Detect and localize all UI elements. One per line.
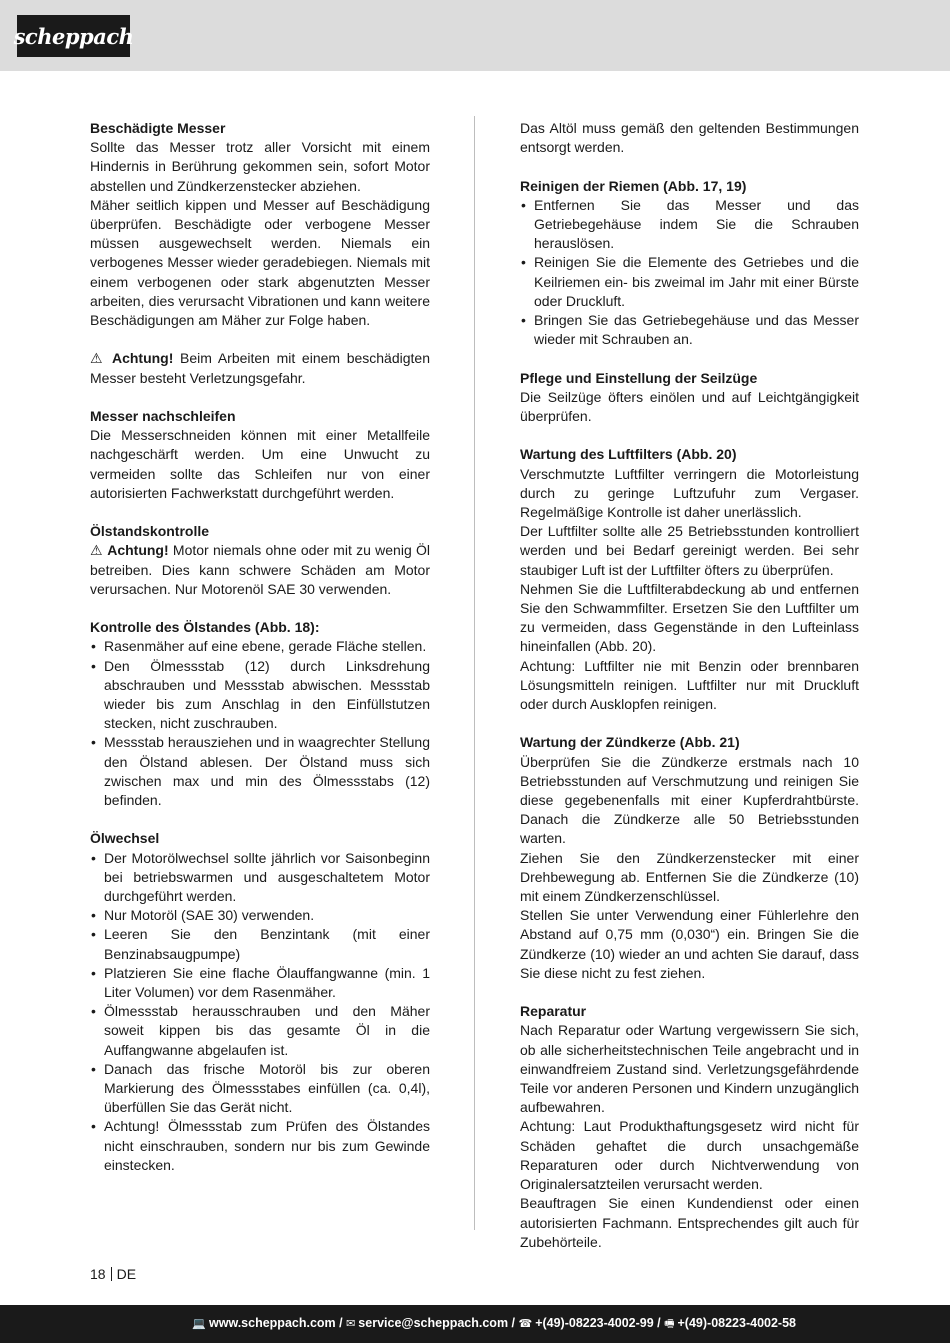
- warning-label: Achtung!: [107, 542, 169, 559]
- list-item: • Rasenmäher auf eine ebene, gerade Fläche stellen.: [90, 637, 430, 656]
- list-item: • Entfernen Sie das Messer und das Getriebegehäuse indem Sie die Schrauben herauslösen.: [520, 196, 859, 254]
- section-damaged-blades: [90, 119, 430, 330]
- list-item: • Bringen Sie das Getriebegehäuse und das Messer wieder mit Schrauben an.: [520, 311, 859, 349]
- list-item: • Leeren Sie den Benzintank (mit einer Benzinabsaugpumpe): [90, 925, 430, 963]
- paragraph: Achtung: Laut Produkthaftungsgesetz wird nicht für Schäden gehaftet die durch unsachgemäße Reparaturen oder durch Nichtverwendung von Originalersatzteilen verursacht werden.: [520, 1118, 859, 1193]
- footer-phone: +(49)-08223-4002-99: [535, 1315, 654, 1330]
- footer-fax: +(49)-08223-4002-58: [677, 1315, 796, 1330]
- page-header: [0, 0, 950, 71]
- paragraph: Achtung: Luftfilter nie mit Benzin oder brennbaren Lösungsmitteln reinigen. Luftfilter nur mit Druckluft oder durch Ausklopfen reinigen.: [520, 657, 859, 713]
- bullet-list: [90, 849, 430, 1175]
- paragraph: Mäher seitlich kippen und Messer auf Beschädigung überprüfen. Beschädigte oder verbogene Messer müssen ausgewechselt werden. Niemals ein verbogenes Messer wieder geradebiegen. Niemals mit einem verbogenen oder stark abgenutzten Messer arbeiten, dies verursacht Vibrationen und kann weitere Beschädigungen am Mäher zur Folge haben.: [90, 196, 430, 329]
- warning-icon: ⚠: [90, 542, 103, 559]
- section-heading: Kontrolle des Ölstandes (Abb. 18):: [90, 619, 320, 636]
- list-item: • Achtung! Ölmessstab zum Prüfen des Ölstandes nicht einschrauben, sondern nur bis zum Gewinde einstecken.: [90, 1117, 430, 1175]
- list-item: • Nur Motoröl (SAE 30) verwenden.: [90, 906, 430, 925]
- section-sharpen-blades: [90, 407, 430, 503]
- section-heading: Wartung der Zündkerze (Abb. 21): [520, 734, 740, 751]
- section-check-oil-level: [90, 618, 430, 810]
- section-oil-change: [90, 829, 430, 1175]
- mail-icon: ✉: [346, 1317, 356, 1330]
- paragraph: Die Messerschneiden können mit einer Metallfeile nachgeschärft werden. Um eine Unwucht zu vermeiden sollte das Schleifen nur von einer autorisierten Fachwerkstatt durchgeführt werden.: [90, 427, 430, 501]
- list-item: • Ölmessstab herausschrauben und den Mäher soweit kippen bis das gesamte Öl in die Auffangwanne abgelaufen ist.: [90, 1002, 430, 1060]
- page-number-separator: [111, 1267, 112, 1281]
- warning-text: Beim Arbeiten mit einem beschädigten Messer besteht Verletzungsgefahr.: [90, 350, 430, 386]
- section-heading: Ölstandskontrolle: [90, 523, 210, 540]
- section-cables: [520, 369, 859, 427]
- page-number: [90, 1266, 136, 1282]
- phone-icon: ☎: [518, 1317, 533, 1330]
- list-item: • Reinigen Sie die Elemente des Getriebes und die Keilriemen ein- bis zweimal im Jahr mit einer Bürste oder Druckluft.: [520, 253, 859, 311]
- section-heading: Messer nachschleifen: [90, 408, 236, 425]
- warning-label: Achtung!: [111, 350, 174, 367]
- paragraph: Ziehen Sie den Zündkerzenstecker mit einer Drehbewegung ab. Entfernen Sie die Zündkerze (10) mit einem Zündkerzenschlüssel.: [520, 849, 859, 905]
- section-air-filter: [520, 445, 859, 714]
- paragraph: Beauftragen Sie einen Kundendienst oder einen autorisierten Fachmann. Entsprechendes gilt auch für Zubehörteile.: [520, 1195, 859, 1250]
- left-column: [90, 119, 430, 1194]
- section-heading: Beschädigte Messer: [90, 120, 226, 136]
- warning-icon: ⚠: [90, 350, 106, 367]
- section-repair: [520, 1002, 859, 1252]
- bullet-list: [90, 637, 430, 810]
- footer-separator: /: [335, 1315, 347, 1330]
- section-heading: Pflege und Einstellung der Seilzüge: [520, 369, 758, 386]
- section-heading: Reparatur: [520, 1003, 587, 1020]
- paragraph: Der Luftfilter sollte alle 25 Betriebsstunden kontrolliert werden und bei Bedarf gereinigt werden. Bei sehr staubiger Luft ist der Luftfilter öfters zu überprüfen.: [520, 523, 859, 578]
- right-column: [520, 119, 859, 1271]
- section-waste-oil: [520, 119, 859, 157]
- list-item: • Den Ölmessstab (12) durch Linksdrehung abschrauben und Messstab abwischen. Messstab wieder bis zum Anschlag in den Einfüllstutzen stecken, nicht zuschrauben.: [90, 657, 430, 734]
- page-footer: [0, 1305, 950, 1343]
- warning-paragraph: [90, 349, 430, 387]
- section-clean-belts: [520, 177, 859, 350]
- warning-text: Motor niemals ohne oder mit zu wenig Öl betreiben. Dies kann schwere Schäden am Motor verursachen. Nur Motorenöl SAE 30 verwenden.: [90, 542, 431, 597]
- footer-contact: [192, 1315, 796, 1334]
- scheppach-logo: [13, 15, 134, 57]
- paragraph: Verschmutzte Luftfilter verringern die Motorleistung durch zu geringe Luftzufuhr zum Vergaser. Regelmäßige Kontrolle ist daher unerlässlich.: [520, 465, 859, 521]
- warning-paragraph: [90, 541, 430, 599]
- page-number-value: 18: [90, 1266, 106, 1282]
- section-heading: Reinigen der Riemen (Abb. 17, 19): [520, 177, 747, 194]
- list-item: • Der Motorölwechsel sollte jährlich vor Saisonbeginn bei betriebswarmen und ausgeschaltetem Motor durchgeführt werden.: [90, 849, 430, 907]
- section-heading: Ölwechsel: [90, 830, 160, 847]
- section-warning-damaged-blade: [90, 349, 430, 387]
- paragraph: Überprüfen Sie die Zündkerze erstmals nach 10 Betriebsstunden auf Verschmutzung und reinigen Sie diese gegebenenfalls mit einer Kupferdrahtbürste. Danach die Zündkerze alle 50 Betriebsstunden warten.: [520, 753, 859, 847]
- paragraph: Nehmen Sie die Luftfilterabdeckung ab und entfernen Sie den Schwammfilter. Ersetzen Sie den Luftfilter um zu vermeiden, dass Gegenstände in den Lufteinlass hineinfallen (Abb. 20).: [520, 580, 859, 655]
- footer-website[interactable]: www.scheppach.com: [209, 1315, 336, 1330]
- section-oil-level-check: [90, 522, 430, 599]
- paragraph: Stellen Sie unter Verwendung einer Fühlerlehre den Abstand auf 0,75 mm (0,030“) ein. Bringen Sie die Zündkerze (10) wieder an und achten Sie darauf, dass Sie diese nicht zu fest ziehen.: [520, 907, 859, 981]
- list-item: • Messstab herausziehen und in waagrechter Stellung den Ölstand ablesen. Der Ölstand muss sich zwischen max und min des Ölmessstabs (12) befinden.: [90, 733, 430, 810]
- paragraph: Sollte das Messer trotz aller Vorsicht mit einem Hindernis in Berührung gekommen sein, sofort Motor abstellen und Zündkerzenstecker abziehen.: [90, 139, 430, 194]
- column-divider: [474, 116, 475, 1230]
- logo-text: scheppach: [13, 23, 134, 49]
- list-item: • Platzieren Sie eine flache Ölauffangwanne (min. 1 Liter Volumen) vor dem Rasenmäher.: [90, 964, 430, 1002]
- section-heading: Wartung des Luftfilters (Abb. 20): [520, 446, 737, 463]
- paragraph: Die Seilzüge öfters einölen und auf Leichtgängigkeit überprüfen.: [520, 388, 859, 425]
- footer-separator: /: [508, 1315, 519, 1330]
- computer-icon: 💻: [192, 1317, 206, 1330]
- language-code: DE: [116, 1266, 137, 1282]
- paragraph: Das Altöl muss gemäß den geltenden Bestimmungen entsorgt werden.: [520, 120, 859, 156]
- list-item: • Danach das frische Motoröl bis zur oberen Markierung des Ölmessstabes einfüllen (ca. 0,4l), überfüllen Sie das Gerät nicht.: [90, 1060, 430, 1118]
- fax-icon: 🖷: [664, 1317, 675, 1330]
- footer-email[interactable]: service@scheppach.com: [358, 1315, 509, 1330]
- paragraph: Nach Reparatur oder Wartung vergewissern Sie sich, ob alle sicherheitstechnischen Teile angebracht und in einwandfreiem Zustand sind. Verletzungsgefährdende Teile vor anderen Personen und Kindern unzugänglich aufbewahren.: [520, 1022, 859, 1116]
- footer-separator: /: [653, 1315, 665, 1330]
- bullet-list: [520, 196, 859, 350]
- section-spark-plug: [520, 733, 859, 983]
